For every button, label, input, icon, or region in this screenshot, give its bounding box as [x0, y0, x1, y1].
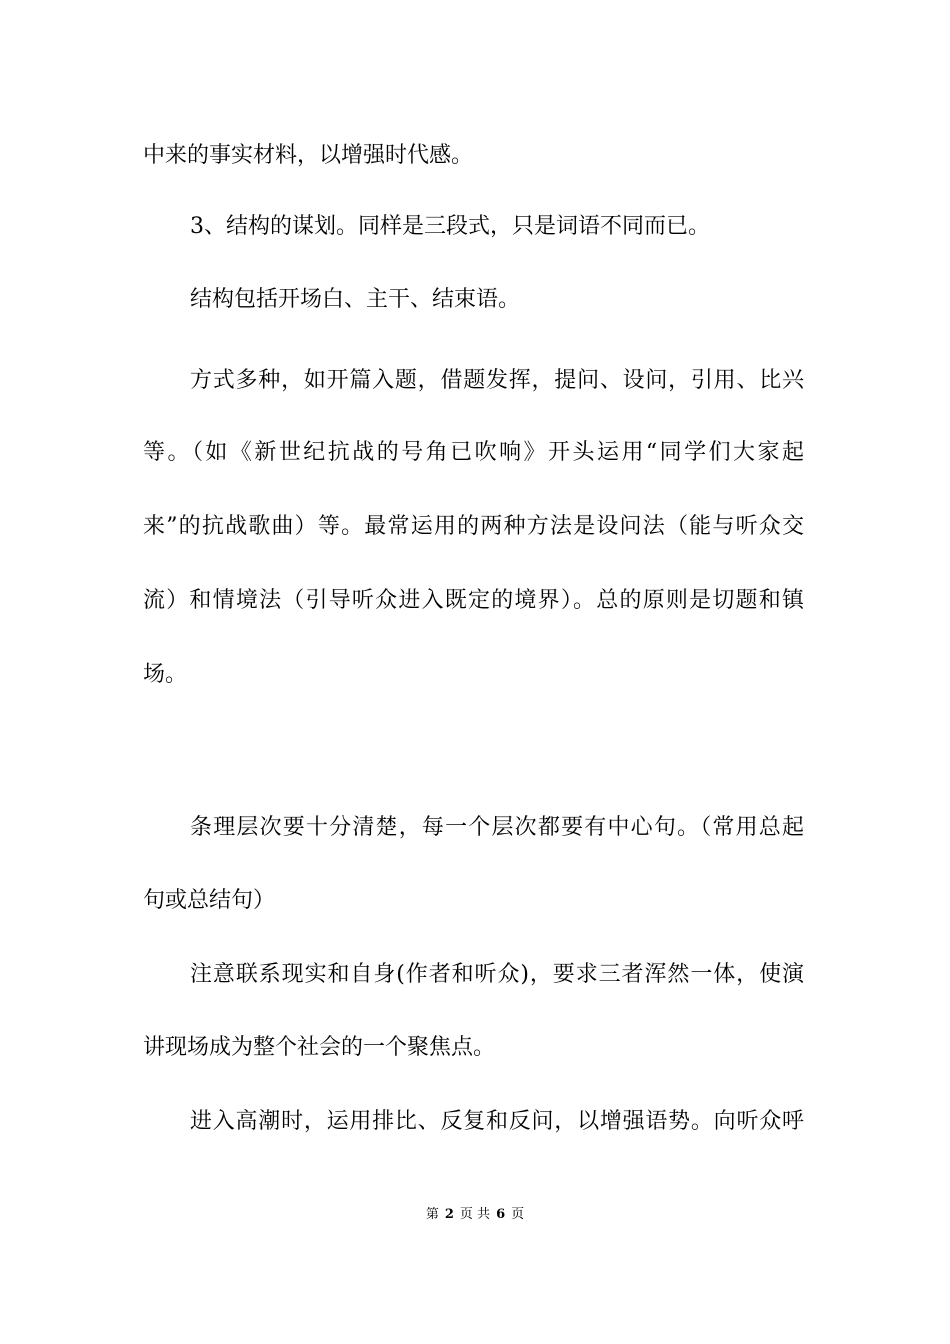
text-line-10: 句或总结句）: [143, 888, 276, 913]
text-line-4: 方式多种，如开篇入题，借题发挥，提问、设问，引用、比兴: [190, 368, 804, 393]
text-line-12: 讲现场成为整个社会的一个聚焦点。: [143, 1035, 496, 1060]
footer-prefix: 第: [425, 1207, 439, 1222]
text-line-13: 进入高潮时，运用排比、反复和反问，以增强语势。向听众呼: [190, 1109, 804, 1134]
text-line-8: 场。: [143, 662, 188, 687]
text-line-5: 等。（如《新世纪抗战的号角已吹响》开头运用“同学们大家起: [143, 440, 804, 465]
footer-page-number: 2: [444, 1207, 454, 1222]
text-line-7: 流）和情境法（引导听众进入既定的境界）。总的原则是切题和镇: [143, 588, 804, 613]
footer-suffix: 页: [511, 1207, 525, 1222]
page-footer: [0, 1206, 950, 1224]
text-line-6: 来”的抗战歌曲）等。最常运用的两种方法是设问法（能与听众交: [143, 514, 804, 539]
text-line-2: 3、结构的谋划。同样是三段式，只是词语不同而已。: [190, 214, 710, 239]
text-line-3: 结构包括开场白、主干、结束语。: [190, 287, 521, 312]
footer-middle: 页 共: [459, 1207, 491, 1222]
text-line-11: 注意联系现实和自身(作者和听众)，要求三者浑然一体，使演: [190, 962, 804, 987]
text-line-1: 中来的事实材料，以增强时代感。: [143, 143, 474, 168]
footer-total-pages: 6: [496, 1207, 506, 1222]
text-line-9: 条理层次要十分清楚，每一个层次都要有中心句。（常用总起: [190, 815, 804, 840]
